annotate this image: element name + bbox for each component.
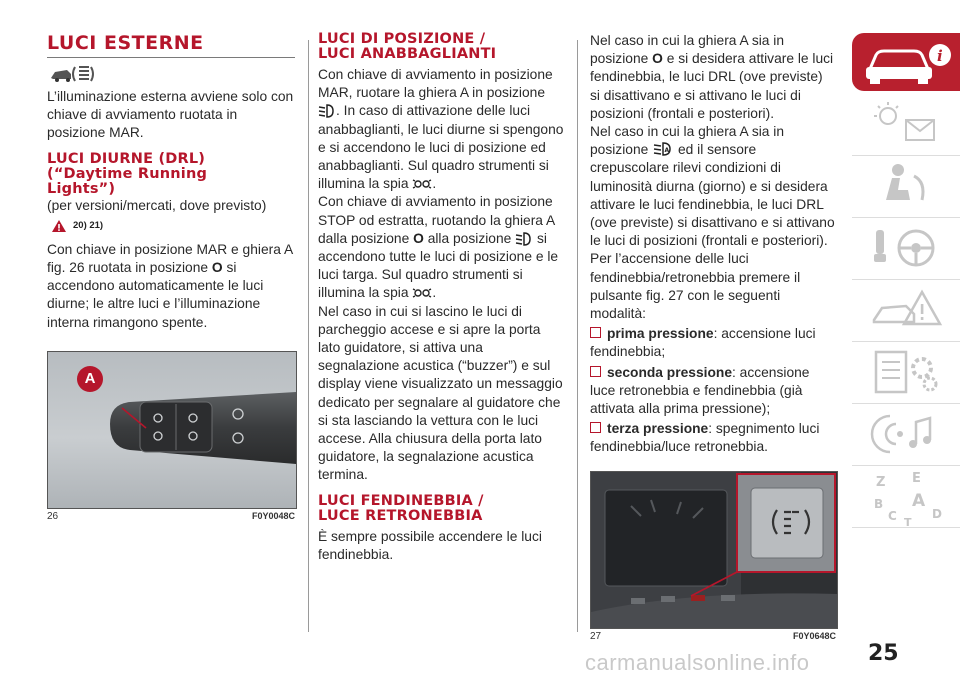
warning-lights-icon — [852, 94, 960, 154]
tab-maintenance[interactable] — [852, 342, 960, 404]
figure-26-number: 26 — [47, 510, 59, 522]
figure-27 — [590, 471, 838, 629]
watermark: carmanualsonline.info — [585, 650, 810, 675]
position-lights-text-2 — [318, 193, 564, 302]
bullet-1-bold: prima pressione — [607, 326, 714, 342]
position-o-letter: O — [413, 230, 424, 246]
callout-a-label: A — [84, 369, 96, 387]
drl-heading-line-3: Lights”) — [47, 180, 116, 197]
position-o-letter: O — [652, 51, 663, 67]
p2-part-c: si accendono tutte le luci di posizione e le luci targa. Sul quadro strumenti si illumina la spia — [318, 230, 559, 301]
page-title: LUCI ESTERNE — [47, 32, 204, 54]
p2-part-a: Con chiave di avviamento in posizione STOP od estratta, ruotando la ghiera A dalla posizione — [318, 194, 555, 246]
steering-wheel-icon — [852, 218, 960, 278]
page-number: 25 — [868, 641, 899, 666]
fog-lights-drl-text-2 — [590, 123, 836, 250]
p1-part-c: . — [432, 176, 437, 192]
svg-text:A: A — [664, 147, 670, 155]
drl-text-part-b: si accendono automaticamente le luci diurne; le altre luci e l’illuminazione interna rimangono spente. — [47, 260, 264, 330]
fog-button-instructions: Per l’accensione delle luci fendinebbia/retronebbia premere il pulsante fig. 27 con le seguenti modalità: — [590, 251, 801, 322]
position-lights-heading-line-1: LUCI DI POSIZIONE / — [318, 31, 486, 47]
svg-text:Z: Z — [876, 475, 886, 490]
intro-text: L’illuminazione esterna avviene solo con chiave di avviamento ruotata in posizione MAR. — [47, 89, 294, 141]
low-beam-icon — [318, 104, 336, 118]
emergency-icon — [852, 280, 960, 340]
column-divider-2 — [577, 40, 578, 632]
warning-reference — [51, 219, 295, 233]
drl-availability-note: (per versioni/mercati, dove previsto) — [47, 197, 267, 213]
chapter-sidebar — [852, 33, 960, 528]
c3-p2-part-a: Nel caso in cui la ghiera A sia in posizione — [590, 124, 785, 158]
figure-27-caption — [590, 631, 836, 642]
position-lights-text-1 — [318, 66, 564, 193]
svg-text:C: C — [888, 509, 897, 523]
svg-text:E: E — [912, 471, 921, 486]
auto-lights-icon — [652, 141, 674, 157]
svg-text:i: i — [937, 47, 943, 65]
figure-27-code: F0Y0648C — [792, 630, 836, 641]
tab-multimedia[interactable] — [852, 404, 960, 466]
bullet-3-rest: : spegnimento luci fendinebbia/luce retronebbia. — [590, 421, 820, 455]
bullet-2-rest: : accensione luce retronebbia e fendinebbia (già attivata alla prima pressione); — [590, 364, 810, 417]
bullet-third-press — [590, 420, 836, 456]
position-lights-heading-line-2: LUCI ANABBAGLIANTI — [318, 46, 497, 62]
warning-triangle-icon — [51, 219, 67, 233]
exterior-lights-icon — [49, 64, 295, 84]
fog-lights-heading-line-1: LUCI FENDINEBBIA / — [318, 492, 484, 509]
bullet-1-rest: : accensione luci fendinebbia; — [590, 326, 816, 360]
warning-refs-text: 20) 21) — [73, 220, 104, 232]
bullet-2-bold: seconda pressione — [607, 364, 732, 380]
tab-car-info[interactable] — [852, 33, 960, 91]
column-divider-1 — [308, 40, 309, 632]
parking-lights-buzzer-text: Nel caso in cui si lascino le luci di parcheggio accese e si apre la porta lato guidatore, si attiva una segnalazione acustica (“buzzer”) e sul display viene visualizzato un messaggio dedicato per segnalare al guidatore che si sta lasciando la vettura con le luci accese. Alla chiusura della porta lato guidatore, la segnalazione acustica termina. — [318, 303, 563, 483]
drl-heading-line-1: LUCI DIURNE (DRL) — [47, 150, 206, 167]
bullet-first-press — [590, 325, 836, 361]
svg-text:T: T — [904, 516, 912, 528]
drl-text — [47, 241, 295, 332]
c3-p1-part-a: Nel caso in cui la ghiera A sia in posizione — [590, 33, 785, 67]
drl-text-part-a: Con chiave in posizione MAR e ghiera A fig. 26 ruotata in posizione — [47, 241, 293, 276]
p2-part-b: alla posizione — [423, 230, 516, 246]
figure-26 — [47, 351, 297, 509]
maintenance-icon — [852, 342, 960, 402]
position-lights-warning-icon — [412, 177, 432, 191]
bullet-square-icon — [590, 422, 601, 433]
figure-26-caption — [47, 511, 295, 522]
svg-text:D: D — [932, 507, 942, 521]
bullet-square-icon — [590, 327, 601, 338]
figure-26-code: F0Y0048C — [251, 510, 295, 521]
car-info-icon — [852, 33, 960, 91]
column-2 — [318, 32, 564, 564]
tab-safety[interactable] — [852, 156, 960, 218]
p1-part-a: Con chiave di avviamento in posizione MAR, ruotare la ghiera A in posizione — [318, 67, 553, 101]
column-1 — [47, 32, 295, 522]
figure-26-callout-a — [77, 366, 103, 392]
tab-warning-lights[interactable] — [852, 94, 960, 156]
bullet-3-bold: terza pressione — [607, 421, 709, 437]
multimedia-icon — [852, 404, 960, 464]
fog-lights-text: È sempre possibile accendere le luci fendinebbia. — [318, 528, 542, 562]
index-icon — [852, 466, 960, 528]
c3-p1-part-b: e si desidera attivare le luci fendinebbia, le luci DRL (ove previste) si disattivano e si attivano le luci di posizioni (frontali e posteriori). — [590, 51, 834, 121]
low-beam-icon — [515, 232, 533, 246]
p2-part-d: . — [432, 285, 437, 301]
tab-index[interactable] — [852, 466, 960, 528]
drl-heading-line-2: (“Daytime Running — [47, 165, 208, 182]
title-rule — [47, 57, 295, 58]
seat-safety-icon — [852, 156, 960, 216]
svg-text:A: A — [912, 491, 926, 511]
tab-starting-driving[interactable] — [852, 218, 960, 280]
figure-27-number: 27 — [590, 630, 602, 642]
dashboard-fog-button-image — [591, 472, 837, 628]
c3-p2-part-b: ed il sensore crepuscolare rilevi condizioni di luminosità diurna (giorno) e si desidera attivare le luci fendinebbia, le luci DRL (ove previste) si disattivano e si attivano le luci di posizioni (frontali e posteriori). — [590, 142, 835, 249]
column-3 — [590, 32, 836, 642]
p1-part-b: . In caso di attivazione delle luci anabbaglianti, le luci diurne si spengono e si accendono le luci di posizione ed anabbaglianti. Sul quadro strumenti si illumina la spia — [318, 103, 564, 192]
fog-lights-drl-text-1 — [590, 32, 836, 123]
tab-emergency[interactable] — [852, 280, 960, 342]
fog-lights-heading-line-2: LUCE RETRONEBBIA — [318, 507, 483, 524]
position-lights-warning-icon — [412, 286, 432, 300]
bullet-square-icon — [590, 366, 601, 377]
position-o-letter: O — [211, 260, 223, 276]
svg-text:B: B — [874, 497, 884, 511]
bullet-second-press — [590, 364, 836, 419]
